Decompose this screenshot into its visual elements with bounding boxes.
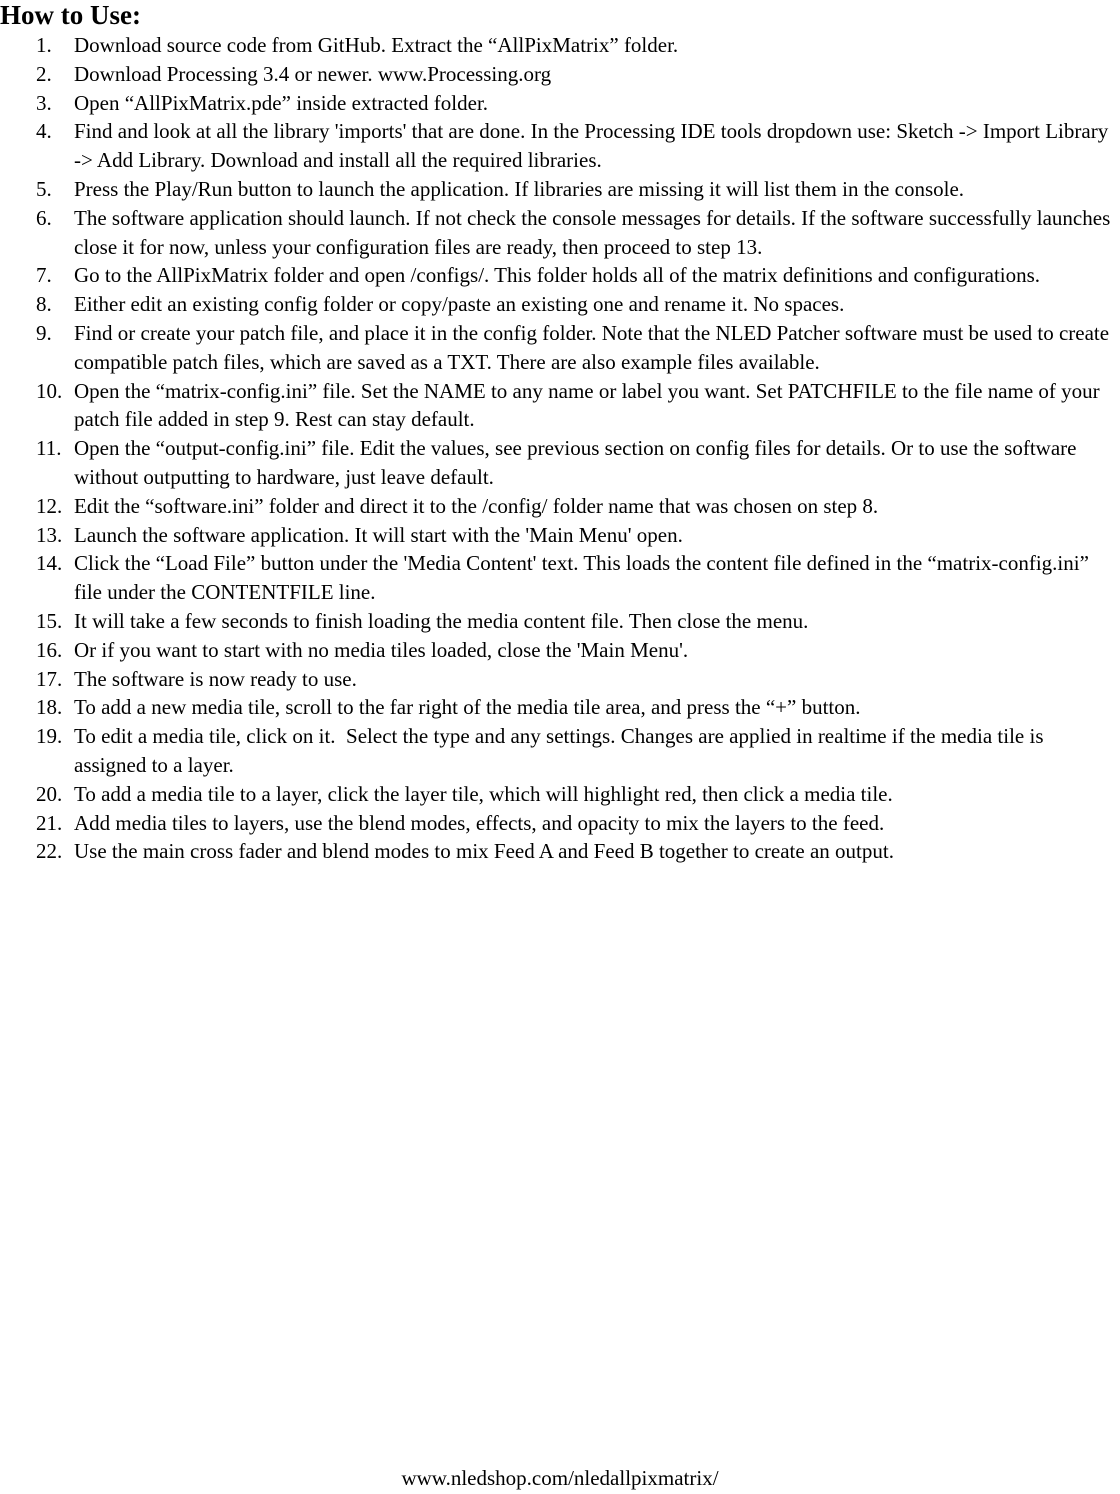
list-item: [0, 549, 1120, 607]
list-item: [0, 722, 1120, 780]
list-item: [0, 780, 1120, 809]
step-text: Download Processing 3.4 or newer. www.Processing.org: [74, 61, 552, 86]
step-number: 19.: [36, 724, 63, 749]
footer-url: www.nledshop.com/nledallpixmatrix/: [401, 1466, 719, 1490]
page-title: How to Use:: [0, 0, 141, 30]
list-item: [0, 204, 1120, 262]
list-item: [0, 377, 1120, 435]
list-item: [0, 261, 1120, 290]
step-text: The software is now ready to use.: [74, 666, 357, 691]
list-item: [0, 693, 1120, 722]
step-number: 12.: [36, 493, 63, 518]
list-item: [0, 607, 1120, 636]
step-number: 21.: [36, 810, 63, 835]
step-text: Either edit an existing config folder or copy/paste an existing one and rename it. No spaces.: [74, 292, 845, 317]
step-number: 2.: [36, 61, 52, 86]
list-item: [0, 60, 1120, 89]
step-text: Press the Play/Run button to launch the application. If libraries are missing it will list them in the console.: [74, 176, 965, 201]
step-text: Or if you want to start with no media tiles loaded, close the 'Main Menu'.: [74, 637, 689, 662]
list-item: [0, 290, 1120, 319]
instruction-list: [0, 31, 1120, 866]
step-text: Open the “matrix-config.ini” file. Set the NAME to any name or label you want. Set PATCHFILE to the file name of your patch file added in step 9. Rest can stay default.: [74, 378, 1105, 432]
list-item: [0, 117, 1120, 175]
list-item: [0, 175, 1120, 204]
step-number: 17.: [36, 666, 63, 691]
list-item: [0, 492, 1120, 521]
step-text: Click the “Load File” button under the 'Media Content' text. This loads the content file defined in the “matrix-config.ini” file under the CONTENTFILE line.: [74, 551, 1095, 605]
step-number: 3.: [36, 90, 52, 115]
step-text: Find or create your patch file, and place it in the config folder. Note that the NLED Patcher software must be used to create compatible patch files, which are saved as a TXT. There are also example files available.: [74, 320, 1115, 374]
step-number: 15.: [36, 608, 63, 633]
step-number: 10.: [36, 378, 63, 403]
step-number: 22.: [36, 839, 63, 864]
step-text: The software application should launch. If not check the console messages for details. If the software successfully launches close it for now, unless your configuration files are ready, then proceed to step 13.: [74, 205, 1116, 259]
list-item: [0, 809, 1120, 838]
step-text: To add a media tile to a layer, click the layer tile, which will highlight red, then click a media tile.: [74, 781, 893, 806]
step-text: Find and look at all the library 'imports' that are done. In the Processing IDE tools dropdown use: Sketch -> Import Library -> Add Library. Download and install all the required libraries.: [74, 119, 1114, 173]
step-number: 14.: [36, 551, 63, 576]
step-number: 6.: [36, 205, 52, 230]
step-number: 5.: [36, 176, 52, 201]
step-text: Edit the “software.ini” folder and direct it to the /config/ folder name that was chosen on step 8.: [74, 493, 879, 518]
step-number: 9.: [36, 320, 52, 345]
step-text: Download source code from GitHub. Extract the “AllPixMatrix” folder.: [74, 33, 679, 57]
step-text: Use the main cross fader and blend modes to mix Feed A and Feed B together to create an output.: [74, 839, 894, 864]
list-item: [0, 31, 1120, 60]
step-number: 18.: [36, 695, 63, 720]
list-item: [0, 434, 1120, 492]
step-text: Go to the AllPixMatrix folder and open /configs/. This folder holds all of the matrix definitions and configurations.: [74, 263, 1041, 288]
step-number: 4.: [36, 119, 52, 144]
list-item: [0, 521, 1120, 550]
step-number: 20.: [36, 781, 63, 806]
step-text: Add media tiles to layers, use the blend modes, effects, and opacity to mix the layers to the feed.: [74, 810, 885, 835]
step-text: To edit a media tile, click on it. Select the type and any settings. Changes are applied in realtime if the media tile is assigned to a layer.: [74, 724, 1049, 777]
step-text: It will take a few seconds to finish loading the media content file. Then close the menu.: [74, 608, 809, 633]
list-item: [0, 636, 1120, 665]
step-number: 13.: [36, 522, 63, 547]
list-item: [0, 319, 1120, 377]
step-number: 8.: [36, 292, 52, 317]
step-text: Launch the software application. It will start with the 'Main Menu' open.: [74, 522, 683, 547]
list-item: [0, 665, 1120, 694]
list-item: [0, 837, 1120, 866]
step-text: Open the “output-config.ini” file. Edit the values, see previous section on config files for details. Or to use the software without outputting to hardware, just leave default.: [74, 436, 1082, 489]
step-text: Open “AllPixMatrix.pde” inside extracted folder.: [74, 90, 489, 115]
step-number: 16.: [36, 637, 63, 662]
step-text: To add a new media tile, scroll to the far right of the media tile area, and press the “+” button.: [74, 695, 861, 720]
list-item: [0, 89, 1120, 118]
step-number: 1.: [36, 33, 52, 57]
step-number: 11.: [36, 436, 62, 461]
step-number: 7.: [36, 263, 52, 288]
